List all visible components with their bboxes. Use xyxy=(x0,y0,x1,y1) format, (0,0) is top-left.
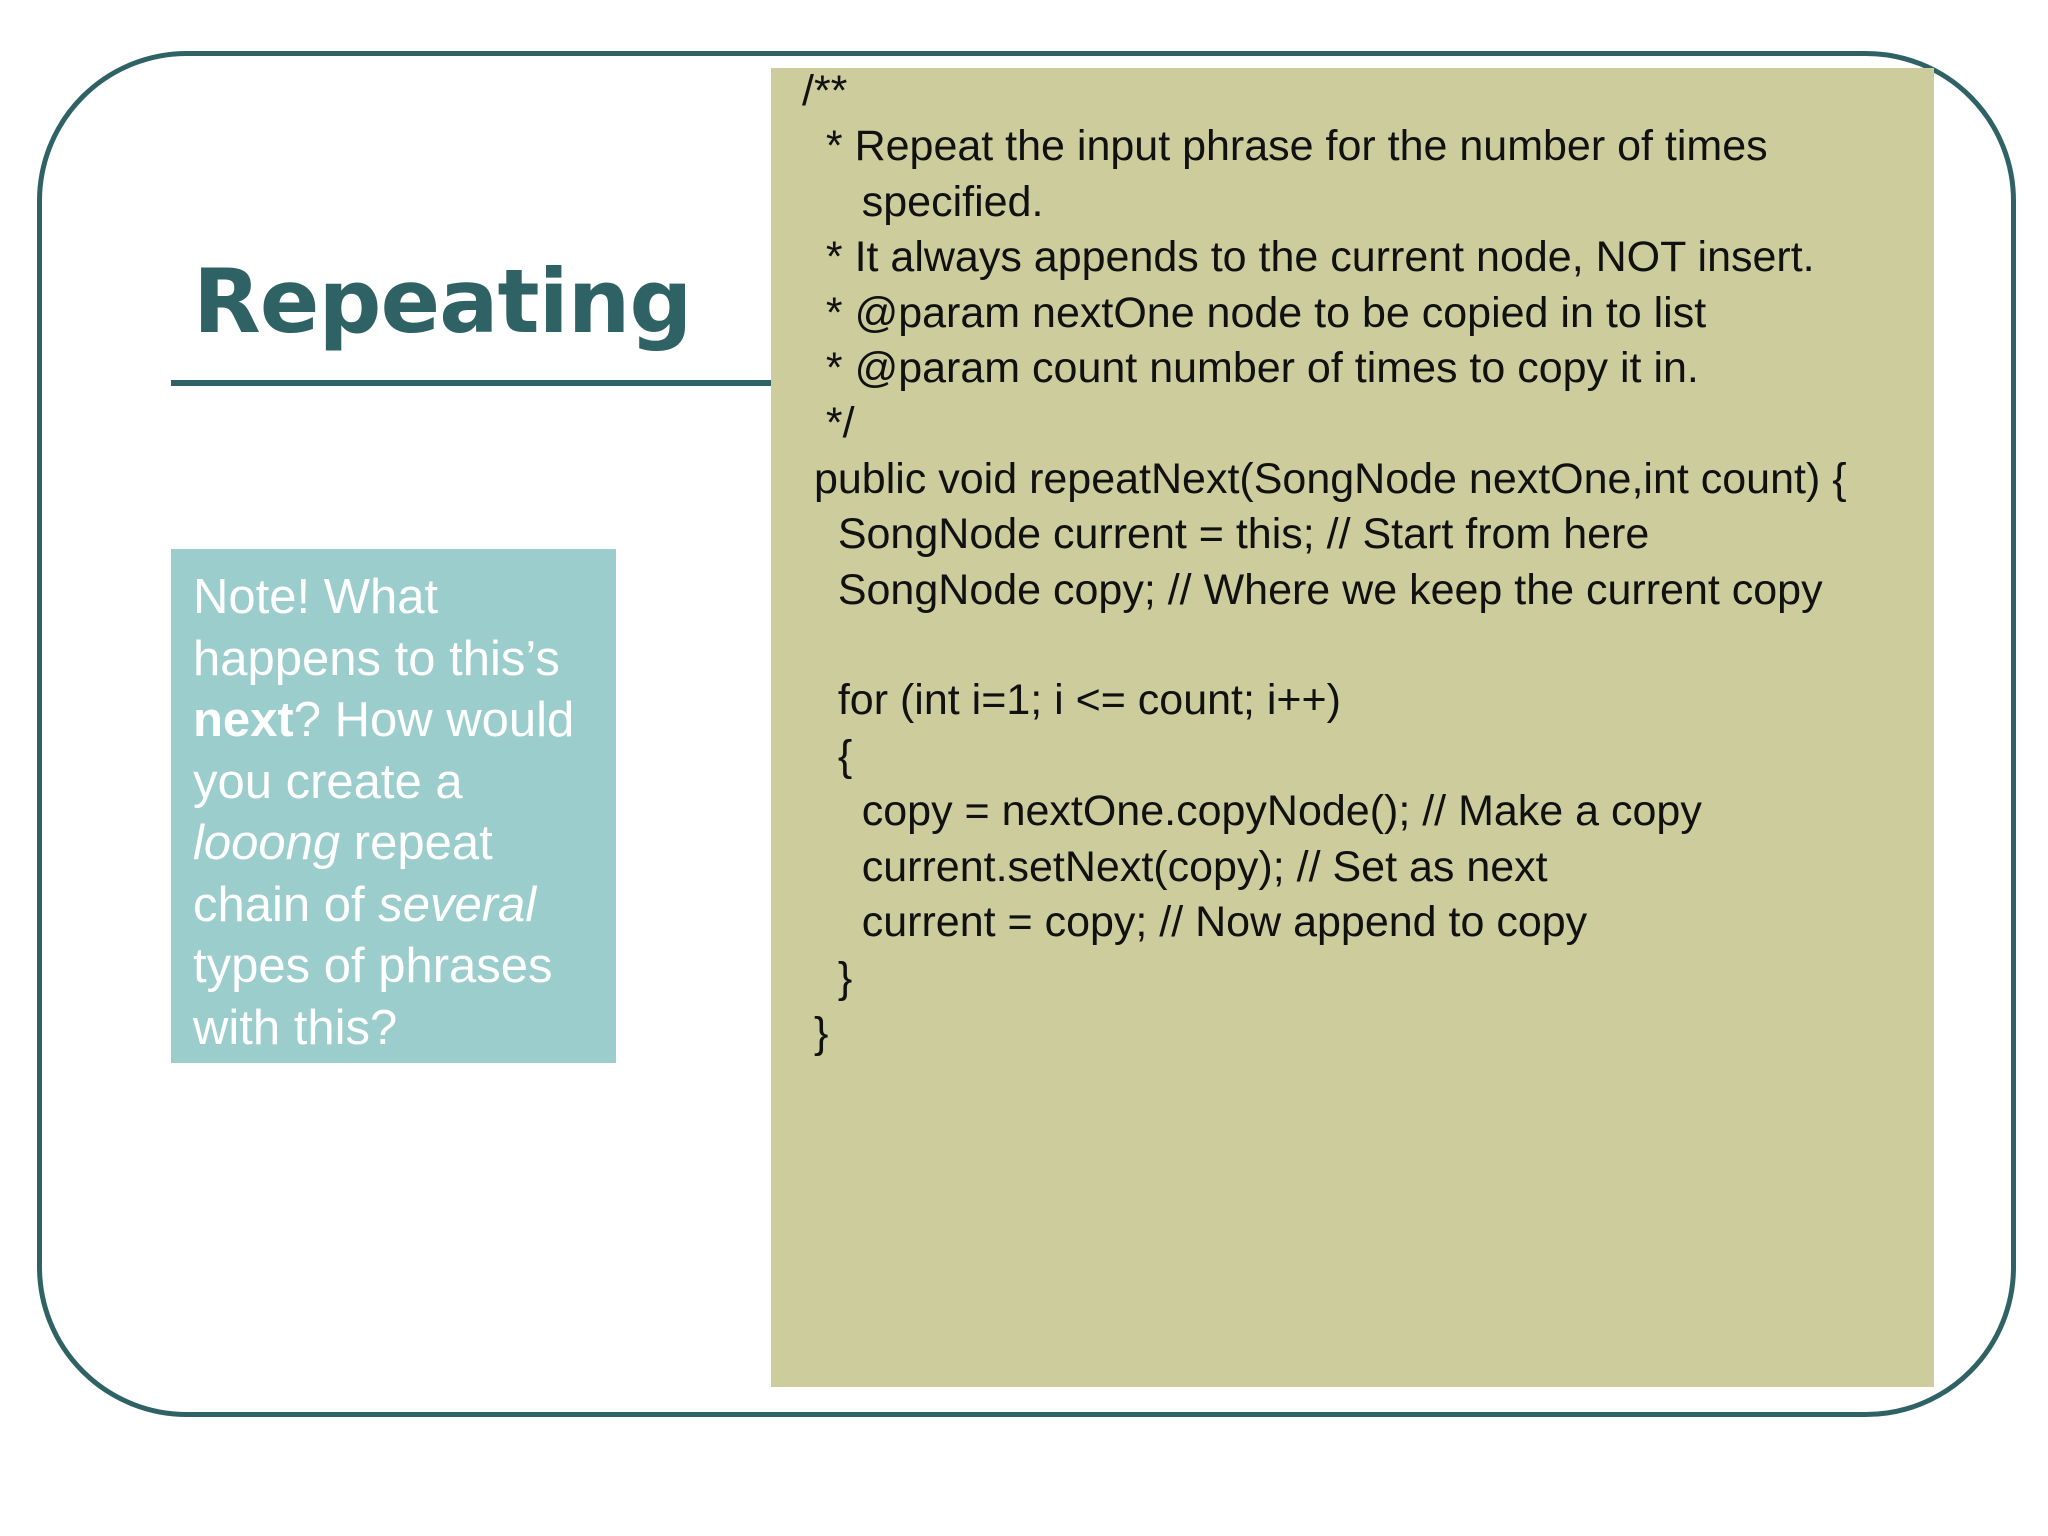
code-line: SongNode current = this; // Start from here xyxy=(802,510,1650,559)
code-line: public void repeatNext(SongNode nextOne,int count) { xyxy=(802,454,1847,503)
slide-title: Repeating xyxy=(193,250,692,353)
note-text: repeat chain of xyxy=(193,816,493,932)
note-text: ? How would you create a xyxy=(193,693,575,809)
code-line: copy = nextOne.copyNode(); // Make a copy xyxy=(802,787,1702,836)
code-line: current = copy; // Now append to copy xyxy=(802,898,1588,947)
code-line: * @param nextOne node to be copied in to list xyxy=(802,288,1707,337)
code-line: } xyxy=(802,953,853,1002)
note-several-word: several xyxy=(378,877,537,932)
title-underline xyxy=(171,380,771,386)
note-text: types of phrases with this? xyxy=(193,939,553,1055)
code-line: */ xyxy=(802,399,855,448)
code-line: } xyxy=(802,1008,829,1057)
code-line: /** xyxy=(802,67,848,115)
code-line: specified. xyxy=(802,177,1044,226)
code-line: * Repeat the input phrase for the number of times xyxy=(802,122,1768,171)
code-line: * @param count number of times to copy it in. xyxy=(802,344,1699,393)
note-box xyxy=(171,549,616,1063)
code-line: * It always appends to the current node, NOT insert. xyxy=(802,233,1815,282)
code-line: for (int i=1; i <= count; i++) xyxy=(802,676,1341,725)
note-next-keyword: next xyxy=(193,693,294,747)
code-line: current.setNext(copy); // Set as next xyxy=(802,842,1548,891)
code-line: { xyxy=(802,731,853,780)
note-text: Note! What happens to this’s xyxy=(193,570,560,686)
code-block xyxy=(802,64,1847,1061)
code-panel xyxy=(771,68,1934,1387)
note-looong-word: looong xyxy=(193,816,341,870)
code-line: SongNode copy; // Where we keep the current copy xyxy=(802,565,1823,614)
